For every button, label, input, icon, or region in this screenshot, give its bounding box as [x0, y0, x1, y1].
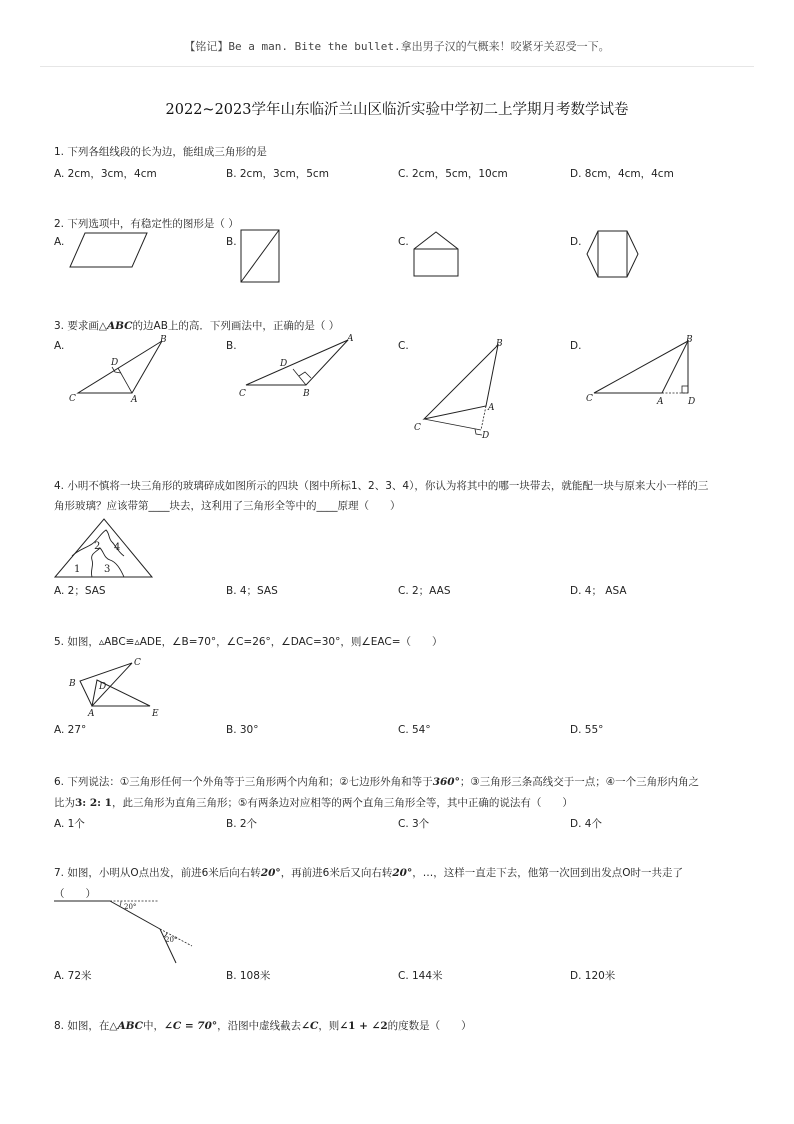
q5-point-a: A [88, 709, 95, 719]
q8-stem-d: ∠C = 70° [164, 1020, 218, 1032]
q6-line1-a: 6. 下列说法：①三角形任何一个外角等于三角形两个内角和；②七边形外角和等于 [54, 776, 433, 788]
q8-stem-b: ABC [117, 1020, 144, 1032]
q3-stem-abc: ABC [106, 320, 133, 332]
q4-option-a[interactable]: A. 2；SAS [54, 585, 106, 597]
q4-option-c[interactable]: C. 2；AAS [398, 585, 451, 597]
q6-line1-b: 360° [432, 776, 460, 788]
q3c-point-a: A [488, 403, 495, 413]
q4-option-d[interactable]: D. 4； ASA [570, 585, 627, 597]
q6-option-d[interactable]: D. 4个 [570, 818, 602, 830]
q3a-point-a: A [131, 395, 138, 405]
q3b-point-d: D [280, 359, 288, 369]
q5-option-a[interactable]: A. 27° [54, 724, 87, 736]
q3-label-c: C. [398, 340, 409, 352]
q8-stem-h: ∠1 + ∠2 [339, 1020, 388, 1032]
q3-label-b: B. [226, 340, 237, 352]
q1-option-b[interactable]: B. 2cm，3cm，5cm [226, 168, 329, 180]
q6-line2-c: ，此三角形为直角三角形；⑤有两条边对应相等的两个直角三角形全等，其中正确的说法有（ ） [111, 797, 573, 809]
q8-stem-a: 8. 如图，在△ [54, 1020, 118, 1032]
q1-option-c[interactable]: C. 2cm，5cm，10cm [398, 168, 508, 180]
q5-option-c[interactable]: C. 54° [398, 724, 431, 736]
q3d-point-a: A [657, 397, 664, 407]
q3a-point-d: D [111, 358, 119, 368]
q3b-point-a: A [347, 334, 354, 344]
q7-stem-c: ，再前进6米后又向右转 [280, 867, 393, 879]
q7-option-a[interactable]: A. 72米 [54, 970, 92, 982]
q4-piece-3: 3 [104, 564, 111, 575]
q2-label-a: A. [54, 236, 65, 248]
q5-point-e: E [152, 709, 159, 719]
q5-option-b[interactable]: B. 30° [226, 724, 259, 736]
q3d-point-d: D [688, 397, 696, 407]
q3d-point-c: C [586, 394, 593, 404]
q6-option-c[interactable]: C. 3个 [398, 818, 430, 830]
q7-stem-e: ，…，这样一直走下去，他第一次回到出发点O时一共走了 [412, 867, 684, 879]
q4-option-b[interactable]: B. 4；SAS [226, 585, 278, 597]
q3-stem-a: 3. 要求画△ [54, 320, 107, 332]
q6-line2-a: 比为 [54, 797, 75, 809]
q8-stem-c: 中， [143, 1020, 165, 1032]
q5-point-d: D [99, 682, 107, 692]
q5-point-c: C [134, 658, 141, 668]
q3d-point-b: B [686, 335, 693, 345]
q1-stem: 1. 下列各组线段的长为边，能组成三角形的是 [54, 146, 267, 158]
q7-option-d[interactable]: D. 120米 [570, 970, 616, 982]
q2-stem: 2. 下列选项中，有稳定性的图形是（ ） [54, 218, 239, 230]
q7-angle-label-1: 20° [124, 903, 137, 911]
q8-stem-g: ，则 [318, 1020, 340, 1032]
header-motto: 【铭记】Be a man. Bite the bullet.拿出男子汉的气概来！咬紧牙关忍受一下。 [184, 40, 610, 53]
q7-option-b[interactable]: B. 108米 [226, 970, 271, 982]
q3b-point-c: C [239, 389, 246, 399]
q5-option-d[interactable]: D. 55° [570, 724, 604, 736]
q3-label-d: D. [570, 340, 582, 352]
q4-piece-1: 1 [74, 564, 81, 575]
q6-option-b[interactable]: B. 2个 [226, 818, 258, 830]
q2-label-d: D. [570, 236, 582, 248]
q5-stem: 5. 如图，▵ABC≌▵ADE，∠B=70°，∠C=26°，∠DAC=30°，则∠EAC=（ ） [54, 636, 443, 648]
q3a-point-c: C [69, 394, 76, 404]
q3c-point-d: D [482, 431, 490, 441]
q4-piece-2: 2 [94, 541, 101, 552]
q3b-point-b: B [303, 389, 310, 399]
q8-stem-f: ∠C [301, 1020, 319, 1032]
q7-stem-b: 20° [260, 867, 281, 879]
q8-stem-i: 的度数是（ ） [387, 1020, 472, 1032]
q7-angle-label-2: 20° [165, 936, 178, 944]
q6-line2-b: 3: 2: 1 [75, 797, 112, 809]
page-title: 2022~2023学年山东临沂兰山区临沂实验中学初二上学期月考数学试卷 [165, 102, 629, 118]
q8-stem [54, 1018, 472, 1033]
q7-stem-a: 7. 如图，小明从O点出发，前进6米后向右转 [54, 867, 261, 879]
q1-option-a[interactable]: A. 2cm，3cm，4cm [54, 168, 157, 180]
q6-line1-c: ；③三角形三条高线交于一点；④一个三角形内角之 [459, 776, 700, 788]
q2-label-c: C. [398, 236, 409, 248]
q3a-point-b: B [160, 335, 167, 345]
q5-point-b: B [69, 679, 76, 689]
q3-label-a: A. [54, 340, 65, 352]
q3-stem-b: 的边AB上的高．下列画法中，正确的是（ ） [132, 320, 340, 332]
q1-option-d[interactable]: D. 8cm，4cm，4cm [570, 168, 674, 180]
q3c-point-c: C [414, 423, 421, 433]
q7-stem-d: 20° [392, 867, 413, 879]
q2-label-b: B. [226, 236, 237, 248]
q4-stem-line1: 4. 小明不慎将一块三角形的玻璃碎成如图所示的四块（图中所标1、2、3、4），你认为将其中的哪一块带去，就能配一块与原来大小一样的三 [54, 480, 709, 492]
q4-stem-line2: 角形玻璃？应该带第____块去，这利用了三角形全等中的____原理（ ） [54, 500, 401, 512]
q8-stem-e: ，沿图中虚线截去 [217, 1020, 302, 1032]
q7-option-c[interactable]: C. 144米 [398, 970, 443, 982]
q3c-point-b: B [496, 339, 503, 349]
q6-option-a[interactable]: A. 1个 [54, 818, 85, 830]
q4-piece-4: 4 [114, 542, 121, 553]
q7-stem-line2: （ ） [54, 888, 96, 900]
